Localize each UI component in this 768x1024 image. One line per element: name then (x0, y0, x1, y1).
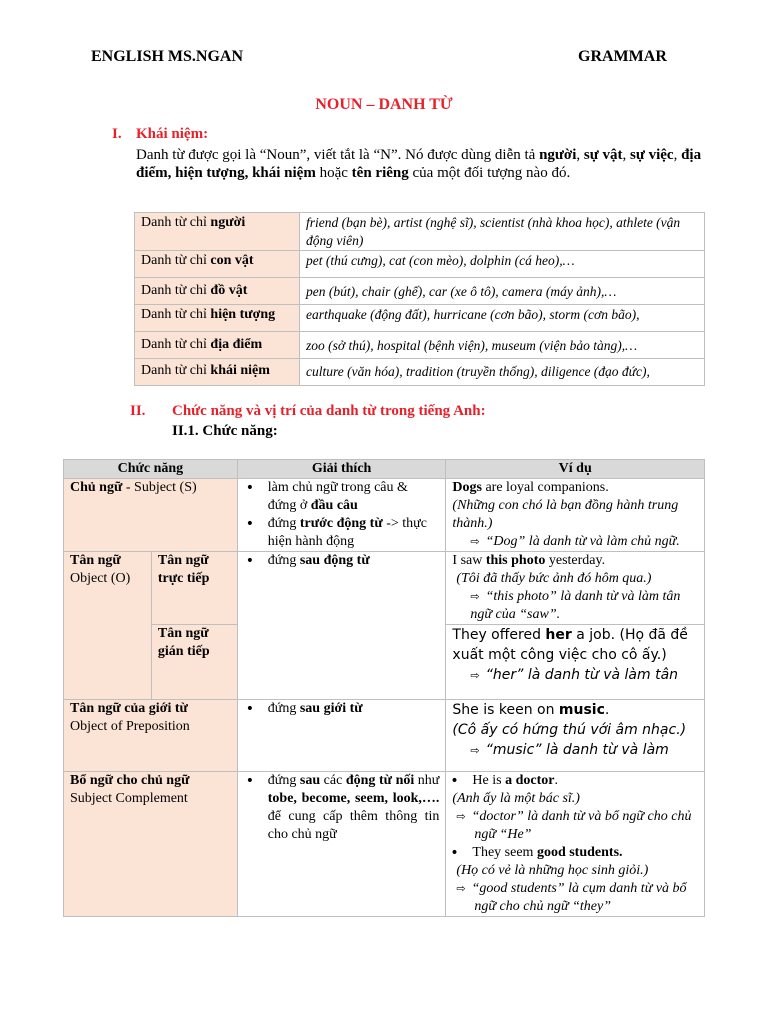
table-row (64, 552, 705, 625)
list-item: • đứng sau động từ (268, 552, 440, 570)
function-cell: Tân ngữ Object (O) (64, 552, 152, 700)
arrow-icon: ⇨ (470, 744, 480, 757)
intro-bold: sự việc (629, 147, 674, 163)
table-row (135, 305, 705, 332)
column-header: Ví dụ (446, 460, 705, 479)
intro-bold: người (539, 147, 577, 163)
section1-heading (112, 126, 208, 143)
intro-text: hoặc (315, 165, 352, 181)
example-cell: She is keen on music. (Cô ấy có hứng thú với âm nhạc.) ⇨ “music” là danh từ và làm (446, 700, 705, 772)
list-item: • He is a doctor. (472, 772, 698, 790)
column-header: Chức năng (64, 460, 238, 479)
arrow-icon: ⇨ (470, 535, 480, 548)
table-row (135, 332, 705, 359)
arrow-icon: ⇨ (456, 810, 466, 823)
explanation-cell (237, 479, 446, 552)
example-cell: I saw this photo yesterday. (Tôi đã thấy bức ảnh đó hôm qua.) ⇨ “this photo” là danh từ và làm tân ngữ của “saw”. (446, 552, 705, 625)
list-item: • đứng sau giới từ (268, 700, 440, 718)
noun-types-table (134, 212, 705, 386)
table-cell-value: earthquake (động đất), hurricane (cơn bão), storm (cơn bão), (300, 305, 705, 332)
intro-text: , (622, 147, 630, 163)
section2-title: Chức năng và vị trí của danh từ trong tiếng Anh: (172, 403, 486, 419)
table-cell-key: Danh từ chỉ địa điểm (135, 332, 300, 359)
table-cell-value: culture (văn hóa), tradition (truyền thống), diligence (đạo đức), (300, 359, 705, 386)
table-cell-value: pen (bút), chair (ghế), car (xe ô tô), camera (máy ảnh),… (300, 278, 705, 305)
intro-text: , (673, 147, 682, 163)
section1-title: Khái niệm: (136, 126, 209, 142)
list-item: • đứng trước động từ -> thực hiện hành động (268, 515, 440, 551)
page-title: NOUN – DANH TỪ (315, 96, 453, 113)
section2-heading (130, 403, 486, 420)
intro-bold: sự vật (583, 147, 623, 163)
list-item: • làm chủ ngữ trong câu & đứng ở đầu câu (268, 479, 440, 515)
example-cell: They offered her a job. (Họ đã đề xuất một công việc cho cô ấy.) ⇨ “her” là danh từ và làm tân (446, 625, 705, 700)
list-item: • They seem good students. (472, 844, 698, 862)
section2-number: II. (130, 403, 146, 419)
header-right: GRAMMAR (578, 48, 667, 65)
subsection-heading: II.1. Chức năng: (172, 423, 278, 439)
table-row (135, 278, 705, 305)
header-left: ENGLISH MS.NGAN (91, 48, 244, 65)
arrow-icon: ⇨ (456, 882, 466, 895)
subfunction-cell: Tân ngữ gián tiếp (151, 625, 237, 700)
section1-number: I. (112, 126, 122, 142)
explanation-cell (237, 552, 446, 700)
table-header-row (64, 460, 705, 479)
table-row (64, 700, 705, 772)
table-cell-key: Danh từ chỉ đồ vật (135, 278, 300, 305)
table-cell-key: Danh từ chỉ người (135, 213, 300, 251)
table-cell-value: pet (thú cưng), cat (con mèo), dolphin (cá heo),… (300, 251, 705, 278)
example-cell: Dogs are loyal companions. (Những con chó là bạn đồng hành trung thành.) ⇨ “Dog” là danh từ và làm chủ ngữ. (446, 479, 705, 552)
table-row (135, 359, 705, 386)
intro-text: , (576, 147, 584, 163)
subfunction-cell: Tân ngữ trực tiếp (151, 552, 237, 625)
table-cell-value: zoo (sở thú), hospital (bệnh viện), museum (viện bảo tàng),… (300, 332, 705, 359)
arrow-icon: ⇨ (470, 590, 480, 603)
list-item: • đứng sau các động từ nối như tobe, become, seem, look,…. để cung cấp thêm thông tin cho chủ ngữ (268, 772, 440, 844)
table-cell-key: Danh từ chỉ hiện tượng (135, 305, 300, 332)
table-row (135, 251, 705, 278)
function-cell: Chủ ngữ - Subject (S) (64, 479, 238, 552)
table-cell-key: Danh từ chỉ con vật (135, 251, 300, 278)
example-cell: • He is a doctor. (Anh ấy là một bác sĩ.) ⇨ “doctor” là danh từ và bổ ngữ cho chủ ngữ “He” • They seem good students. (Họ có vẻ là những học sinh giỏi.) ⇨ “good students” là cụm danh từ và bổ ngữ cho chủ ngữ “they” (446, 772, 705, 917)
intro-text: của một đối tượng nào đó. (408, 165, 571, 181)
table-cell-value: friend (bạn bè), artist (nghệ sĩ), scientist (nhà khoa học), athlete (vận động viên) (300, 213, 705, 251)
table-row (64, 479, 705, 552)
function-cell: Tân ngữ của giới từ Object of Preposition (64, 700, 238, 772)
intro-bold: địa điểm, hiện tượng, khái niệm (136, 147, 702, 181)
intro-text: Danh từ được gọi là “Noun”, viết tắt là “N”. Nó được dùng diễn tả (136, 147, 540, 163)
noun-functions-table (63, 459, 705, 917)
column-header: Giải thích (237, 460, 446, 479)
section1-paragraph (136, 146, 706, 182)
arrow-icon: ⇨ (470, 669, 480, 682)
intro-bold: tên riêng (351, 165, 409, 181)
table-row (135, 213, 705, 251)
function-cell: Bổ ngữ cho chủ ngữ Subject Complement (64, 772, 238, 917)
table-cell-key: Danh từ chỉ khái niệm (135, 359, 300, 386)
explanation-cell (237, 772, 446, 917)
explanation-cell (237, 700, 446, 772)
table-row (64, 772, 705, 917)
